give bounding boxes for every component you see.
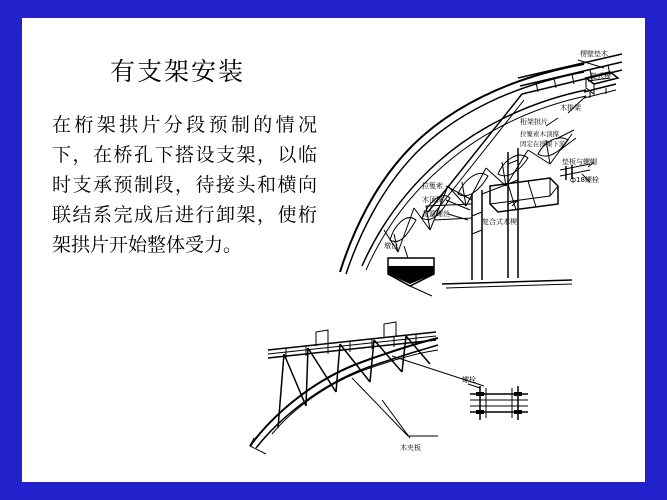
label-text: 螺栓 [462,376,476,384]
page-title: 有支架安装 [110,57,246,86]
figure-top-labels [384,49,611,250]
figure-bottom-labels [400,375,476,452]
label-text: 拉篗索木顶撑 [520,130,559,138]
slide-canvas [22,18,645,482]
label-text: 垫板与螺帽 [562,158,597,166]
label-text: 拉篗索 [422,182,443,190]
label-text: 复合式木楔 [482,218,517,226]
label-text: ф18螺栓 [570,176,599,184]
figure-arch-truss-with-falsework [322,34,642,296]
label-text: 楞壁垫木 [580,50,608,58]
figure-truss-segment-detail [232,308,572,473]
label-text: 木排架 [560,104,581,112]
body-paragraph: 在桁架拱片分段预制的情况下，在桥孔下搭设支架，以临时支承预制段，待接头和横向联结系完成后进行卸架，使桁架拱片开始整体受力。 [52,114,317,256]
label-text: 墩台 [384,242,398,250]
label-text: 花篮螺丝 [422,210,450,218]
label-text: 木夹板 [400,444,421,452]
label-text: 复式楔 [590,72,611,80]
label-text: 桁架拱片 [520,118,548,126]
label-text: 木顶撑 [422,196,443,204]
label-text: 固定在排架下游 [520,140,566,148]
